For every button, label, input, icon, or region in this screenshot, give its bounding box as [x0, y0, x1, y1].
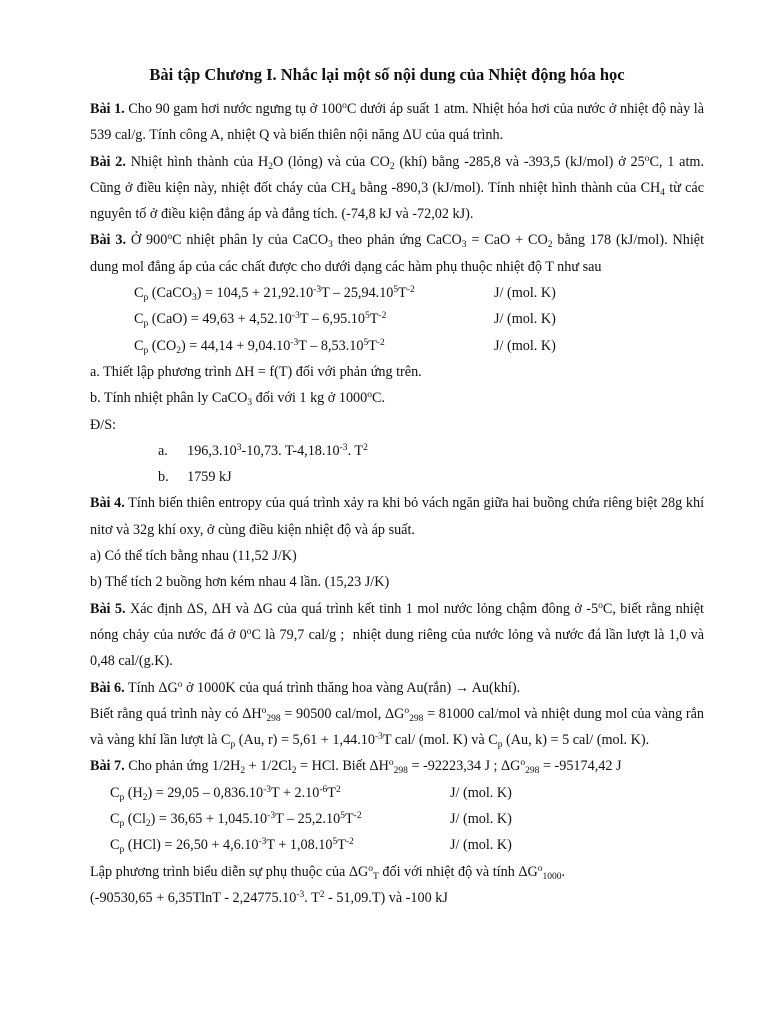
exercise-label: Bài 1. — [90, 101, 125, 117]
exercise-7: Bài 7. Cho phản ứng $1/2H_2 + 1/2Cl_2$ = HCl. Biết $\Delta H^o_{298} = -92223,34$ J ; $\Delta G^o_{298} = -95174,42$ J — [90, 758, 622, 777]
exercise-3: Bài 3. Ở 900$^o$C nhiệt phân ly của CaCO$_3$ theo phản ứng CaCO$_3$ = CaO + $CO_2$ bằng 178 (kJ/mol). Nhiệt dung mol đẳng áp của các chất được cho dưới dạng các hàm phụ thuộc nhiệt độ T như sau — [90, 232, 705, 275]
formula-row: $C_p$ $(CO_2) = 44,14 + 9,04.10^{-3}T - 8,53.10^5T^{-2}$ J/ (mol. K) — [90, 333, 704, 359]
exercise-label: Bài 7. — [90, 758, 125, 775]
formula-row: $C_p$ $(H_2) = 29,05 - 0,836.10^{-3}T + 2.10^{-6}T^2$ J/ (mol. K) — [90, 780, 704, 806]
formula-row: $C_p$ $(HCl) = 26,50 + 4,6.10^{-3}T + 1,08.10^5T^{-2}$ J/ (mol. K) — [90, 832, 704, 858]
exercise-4-b: b) Thể tích 2 buồng hơn kém nhau 4 lần. (15,23 J/K) — [90, 574, 390, 591]
exercise-label: Bài 2. — [90, 153, 126, 170]
unit-label: J/ (mol. K) — [450, 837, 512, 854]
formula-row: $C_p$ $(Cl_2) = 36,65 + 1,045.10^{-3}T - 25,2.10^5T^{-2}$ J/ (mol. K) — [90, 806, 704, 832]
exercise-7-question: Lập phương trình biểu diễn sự phụ thuộc của $\Delta G^o_T$ đối với nhiệt độ và tính $\Delta G^o_{1000}$. — [90, 863, 566, 882]
unit-label: J/ (mol. K) — [494, 311, 556, 328]
unit-label: J/ (mol. K) — [450, 784, 512, 801]
unit-label: J/ (mol. K) — [450, 811, 512, 828]
page-title: Bài tập Chương I. Nhắc lại một số nội dung của Nhiệt động hóa học — [149, 65, 625, 84]
exercise-label: Bài 3. — [90, 232, 127, 249]
question-a: a. Thiết lập phương trình ΔH = f(T) đối với phản ứng trên. — [90, 363, 422, 380]
exercise-2: Bài 2. Nhiệt hình thành của $H_2O$ (lỏng) và của $CO_2$ (khí) bằng -285,8 và -393,5 (kJ/mol) ở 25$^o$C, 1 atm. Cũng ở điều kiện này, nhiệt đốt cháy của $CH_4$ bằng -890,3 (kJ/mol). Tính nhiệt hình thành của $CH_4$ từ các nguyên tố ở điều kiện đẳng áp và đẳng tích. (-74,8 kJ và -72,02 kJ). — [90, 153, 704, 223]
exercise-label: Bài 5. — [90, 600, 126, 617]
exercise-label: Bài 4. — [90, 495, 125, 512]
exercise-6-text: Biết rằng quá trình này có $\Delta H^o_{298} = 90500$ cal/mol, $\Delta G^o_{298} = 81000$ cal/mol và nhiệt dung mol của vàng rắn và vàng khí lần lượt là $C_p$ (Au, $r) = 5,61 + 1,44.10^{-3}T$ cal/ (mol. K) và $C_p$ (Au, k) = 5 cal/ (mol. K). — [90, 705, 704, 751]
exercise-4: Bài 4. Tính biến thiên entropy của quá trình xảy ra khi bỏ vách ngăn giữa hai buồng chứa riêng biệt 28g khí nitơ và 32g khí oxy, ở cùng điều kiện nhiệt độ và áp suất. — [90, 495, 705, 538]
unit-label: J/ (mol. K) — [494, 285, 556, 302]
exercise-1: Bài 1. Cho 90 gam hơi nước ngưng tụ ở 100$^o$C dưới áp suất 1 atm. Nhiệt hóa hơi của nước ở nhiệt độ này là 539 cal/g. Tính công A, nhiệt Q và biến thiên nội năng ΔU của quá trình. — [90, 101, 704, 144]
formula-row: $C_p$ (CaCO$_3$) = $104,5 + 21,92.10^{-3}T - 25,94.10^5T^{-2}$ J/ (mol. K) — [90, 280, 704, 306]
formula-row: $C_p$ $(CaO) = 49,63 + 4,52.10^{-3}T - 6,95.10^5T^{-2}$ J/ (mol. K) — [90, 306, 704, 332]
answer-b: b. 1759 kJ — [158, 469, 232, 486]
unit-label: J/ (mol. K) — [494, 337, 556, 354]
exercise-5: Bài 5. Xác định ΔS, ΔH và ΔG của quá trình kết tinh 1 mol nước lỏng chậm đông ở -5$^o$C, biết rằng nhiệt nóng chảy của nước đá ở 0$^o$C là 79,7 cal/g ; nhiệt dung riêng của nước lỏng và nước đá lần lượt là 1,0 và 0,48 cal/(g.K). — [90, 600, 704, 670]
exercise-label: Bài 6. — [90, 679, 125, 696]
question-b: b. Tính nhiệt phân ly CaCO$_3$ đối với 1 kg ở 1000$^o$C. — [90, 390, 385, 409]
answer-a: a. 196,3.10$^3$-10,73. $T-4,18.10^{-3}$. $T^2$ — [158, 442, 368, 459]
exercise-4-a: a) Có thể tích bằng nhau (11,52 J/K) — [90, 548, 297, 565]
exercise-6: Bài 6. Tính $\Delta G^o$ ở 1000K của quá trình thăng hoa vàng Au(rắn) → Au(khí). — [90, 679, 521, 696]
exercise-7-answer: ($-90530,65 + 6,35TlnT - 2,24775.10^{-3}$. $T^2 - 51,09.T$) và -100 kJ — [90, 889, 448, 906]
answer-label: Đ/S: — [90, 416, 117, 433]
